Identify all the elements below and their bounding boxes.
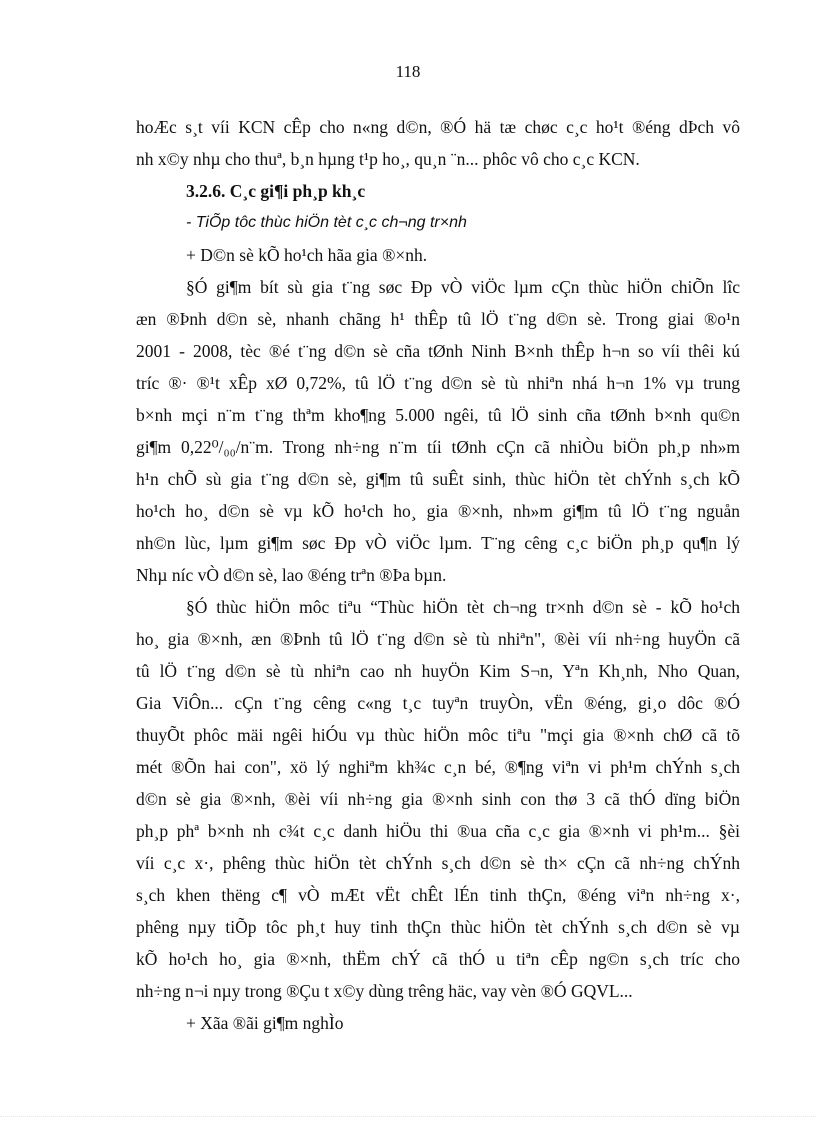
text-line: Nhµ níc vÒ d©n sè, lao ®éng trªn ®Þa bµn. [136,565,447,585]
text-line: mét ®Õn hai con", xö lý nghiªm kh¾c c¸n bé, ®¶ng viªn vi ph¹m chÝnh s¸ch [136,757,740,777]
list-item: + Xãa ®ãi gi¶m nghÌo [186,1013,344,1033]
text-line: æn ®Þnh d©n sè, nhanh chãng h¹ thÊp tû lÖ t¨ng d©n sè. Trong giai ®o¹n [136,309,740,329]
section-heading: 3.2.6. C¸c gi¶i ph¸p kh¸c [186,181,366,201]
text-line: d©n sè gia ®×nh, ®èi víi nh÷ng gia ®×nh sinh con thø 3 cã thÓ dïng biÖn [136,789,740,809]
text-line: Gia ViÔn... cÇn t¨ng cêng c«ng t¸c tuyªn truyÒn, vËn ®éng, gi¸o dôc ®Ó [136,693,740,713]
text-line: gi¶m 0,22⁰/₀₀/n¨m. Trong nh÷ng n¨m tíi tØnh cÇn cã nhiÒu biÖn ph¸p nh»m [136,437,740,457]
text-line: tríc ®· ®¹t xÊp xØ 0,72%, tû lÖ t¨ng d©n sè tù nhiªn nhá h¬n 1% vµ trung [136,373,740,393]
text-line: ph¸p phª b×nh nh c¾t c¸c danh hiÖu thi ®ua cña c¸c gia ®×nh vi ph¹m... §èi [136,821,740,841]
text-line: thuyÕt phôc mäi ngêi hiÓu vµ thùc hiÖn môc tiªu "mçi gia ®×nh chØ cã tõ [136,725,740,745]
text-line: b×nh mçi n¨m t¨ng thªm kho¶ng 5.000 ngêi, tû lÖ sinh cña tØnh b×nh qu©n [136,405,740,425]
text-line: s¸ch khen thëng c¶ vÒ mÆt vËt chÊt lÉn tinh thÇn, ®éng viªn nh÷ng x·, [136,885,740,905]
text-line: 2001 - 2008, tèc ®é t¨ng d©n sè cña tØnh Ninh B×nh thÊp h¬n so víi thêi kú [136,341,740,361]
text-line: víi c¸c x·, phêng thùc hiÖn tèt chÝnh s¸ch d©n sè th× cÇn cã nh÷ng chÝnh [136,853,740,873]
page-bottom-divider [0,1116,816,1117]
page-number: 118 [395,62,421,81]
text-line: ho¹ch ho¸ d©n sè vµ kÕ ho¹ch ho¸ gia ®×nh, nh»m gi¶m tû lÖ t¨ng nguån [136,501,740,521]
text-line: nh©n lùc, lµm gi¶m søc Ðp vÒ viÖc lµm. T¨ng cêng c¸c biÖn ph¸p qu¶n lý [136,533,740,553]
text-line: kÕ ho¹ch ho¸ gia ®×nh, thËm chÝ cã thÓ u tiªn cÊp ng©n s¸ch tríc cho [136,949,740,969]
subsection-heading: - TiÕp tôc thùc hiÖn tèt c¸c ch¬ng tr×nh [186,214,467,231]
text-line: tû lÖ t¨ng d©n sè tù nhiªn cao nh huyÖn Kim S¬n, Yªn Kh¸nh, Nho Quan, [136,661,740,681]
text-line: §Ó thùc hiÖn môc tiªu “Thùc hiÖn tèt ch¬ng tr×nh d©n sè - kÕ ho¹ch [186,597,740,617]
list-item: + D©n sè kÕ ho¹ch hãa gia ®×nh. [186,245,428,265]
text-line: h¹n chÕ sù gia t¨ng d©n sè, gi¶m tû suÊt sinh, thùc hiÖn tèt chÝnh s¸ch kÕ [136,469,740,489]
text-line: hoÆc s¸t víi KCN cÊp cho n«ng d©n, ®Ó hä tæ chøc c¸c ho¹t ®éng dÞch vô [136,117,740,137]
text-line: phêng nµy tiÕp tôc ph¸t huy tinh thÇn thùc hiÖn tèt chÝnh s¸ch d©n sè vµ [136,917,740,937]
text-line: nh÷ng n¬i nµy trong ®Çu t x©y dùng trêng häc, vay vèn ®Ó GQVL... [136,981,633,1001]
text-line: ho¸ gia ®×nh, æn ®Þnh tû lÖ t¨ng d©n sè tù nhiªn", ®èi víi nh÷ng huyÖn cã [136,629,740,649]
text-line: §Ó gi¶m bít sù gia t¨ng søc Ðp vÒ viÖc lµm cÇn thùc hiÖn chiÕn lîc [186,277,740,297]
text-line: nh x©y nhµ cho thuª, b¸n hµng t¹p ho¸, qu¸n ¨n... phôc vô cho c¸c KCN. [136,149,640,169]
